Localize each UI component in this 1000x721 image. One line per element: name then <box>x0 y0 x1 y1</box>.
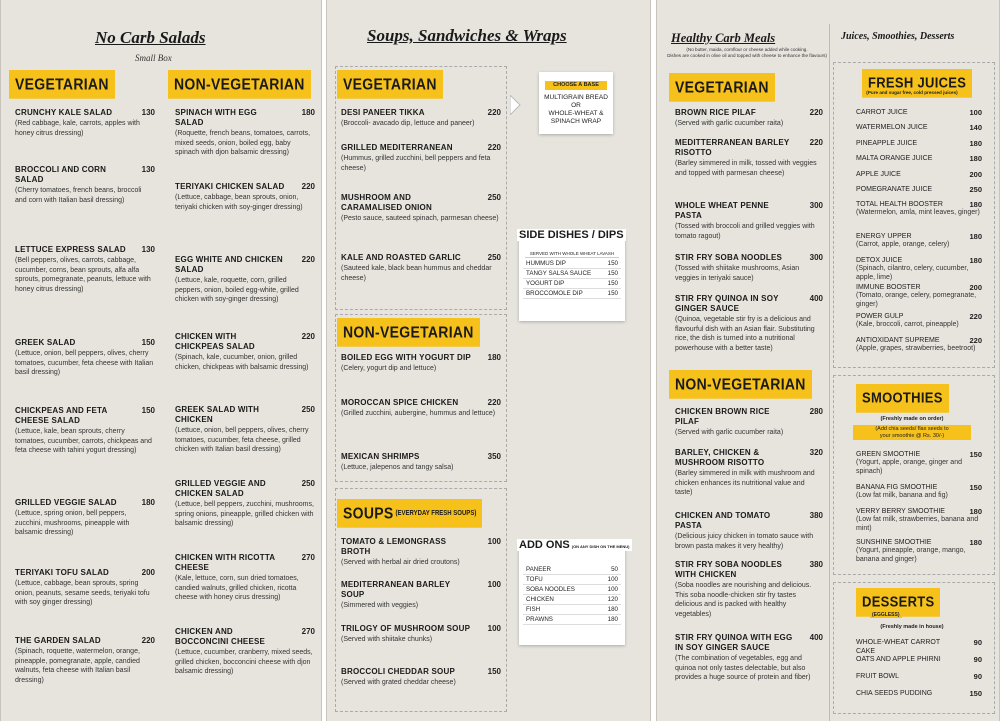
item-name: STIR FRY SOBA NOODLES WITH CHICKEN <box>675 560 783 579</box>
item-price: 220 <box>969 336 982 345</box>
item-description: (Tossed with broccoli and grilled veggies with tomato ragout) <box>675 223 815 240</box>
item-name: MOROCCAN SPICE CHICKEN <box>341 398 459 407</box>
drink-item <box>856 108 982 117</box>
row-price: 150 <box>603 269 621 279</box>
item-description: (Broccoli- avacado dip, lettuce and paneer) <box>341 120 475 127</box>
menu-item <box>341 667 501 688</box>
item-name: POWER GULP <box>856 313 904 320</box>
item-description: (Spinach, cilantro, celery, cucumber, apple, lime) <box>856 265 969 281</box>
item-price: 130 <box>141 165 155 174</box>
section-note-line: Dishes are cooked in olive oil and topped with cheese to enhance the flavours) <box>667 53 827 58</box>
item-name: GRILLED VEGGIE SALAD <box>15 498 117 507</box>
item-price: 150 <box>969 483 982 492</box>
item-name: DETOX JUICE <box>856 257 903 264</box>
item-description: (Grilled zucchini, aubergine, hummus and lettuce) <box>341 410 496 417</box>
item-price: 220 <box>301 255 315 264</box>
item-price: 380 <box>809 511 823 520</box>
item-name: MEDITERRANEAN BARLEY SOUP <box>341 580 451 599</box>
item-description: (Yogurt, apple, orange, ginger and spinach) <box>856 459 962 475</box>
item-name: POMEGRANATE JUICE <box>856 186 933 193</box>
item-price: 380 <box>809 560 823 569</box>
add-ons-box <box>519 539 630 645</box>
item-name: MUSHROOM AND CARAMALISED ONION <box>341 193 432 212</box>
item-name: TERIYAKI TOFU SALAD <box>15 568 110 577</box>
table-row <box>523 279 621 289</box>
item-description: (Carrot, apple, orange, celery) <box>856 241 950 248</box>
row-price: 150 <box>603 259 621 269</box>
item-description: (Tomato, orange, celery, pomegranate, ginger) <box>856 292 977 308</box>
drink-item <box>856 655 982 664</box>
item-description: (Sauteed kale, black bean hummus and cheddar cheese) <box>341 265 492 282</box>
item-name: KALE AND ROASTED GARLIC <box>341 253 461 262</box>
item-price: 250 <box>487 193 501 202</box>
item-name: BROWN RICE PILAF <box>675 108 756 117</box>
item-price: 220 <box>969 312 982 321</box>
item-name: BARLEY, CHICKEN & MUSHROOM RISOTTO <box>675 448 765 467</box>
item-description: (Lettuce, onion, bell peppers, olives, cherry tomatoes, cucumber, feta cheese with Italian basil dressing) <box>15 350 154 377</box>
menu-item <box>675 448 823 498</box>
desserts-label: DESSERTS <box>862 592 935 610</box>
item-name: TOMATO & LEMONGRASS BROTH <box>341 537 447 556</box>
menu-item <box>341 193 501 224</box>
item-price: 220 <box>809 108 823 117</box>
menu-item <box>675 253 823 283</box>
row-name: TOFU <box>523 575 599 585</box>
item-price: 220 <box>301 182 315 191</box>
drink-item <box>856 450 982 476</box>
item-price: 180 <box>487 353 501 362</box>
menu-item <box>175 479 315 529</box>
tag-line: (Add chia seeds/ flax seeds to <box>875 426 949 432</box>
menu-item <box>675 560 823 619</box>
item-name: THE GARDEN SALAD <box>15 636 101 645</box>
item-price: 200 <box>141 568 155 577</box>
side-dishes-note: SERVED WITH WHOLE WHEAT LAVASH <box>525 251 619 258</box>
menu-item <box>15 108 155 138</box>
item-name: FRUIT BOWL <box>856 673 900 680</box>
drink-item <box>856 200 982 218</box>
item-name: GREEN SMOOTHIE <box>856 451 921 458</box>
table-row <box>523 289 621 299</box>
item-description: (Barley simmered in milk with mushroom and chicken enhances its nutritional value and taste) <box>675 470 815 497</box>
juices-note: (Pure and sugar free, cold pressed juices) <box>866 90 958 95</box>
item-price: 100 <box>487 537 501 546</box>
item-description: (Low fat milk, banana and fig) <box>856 492 948 499</box>
item-price: 90 <box>973 638 982 647</box>
arrow-pointer-icon <box>510 95 524 115</box>
menu-item <box>675 108 823 129</box>
item-name: BROCCOLI CHEDDAR SOUP <box>341 667 455 676</box>
menu-item <box>675 407 823 438</box>
add-ons-note: (ON ANY DISH ON THE MENU) <box>571 544 630 549</box>
item-price: 180 <box>969 139 982 148</box>
menu-item <box>15 406 155 456</box>
menu-item <box>341 624 501 645</box>
row-name: CHICKEN <box>523 595 599 605</box>
menu-item <box>341 108 501 129</box>
table-row <box>523 595 621 605</box>
item-name: BROCCOLI AND CORN SALAD <box>15 165 107 184</box>
row-name: SOBA NOODLES <box>523 585 599 595</box>
item-price: 130 <box>141 245 155 254</box>
item-name: BOILED EGG WITH YOGURT DIP <box>341 353 471 362</box>
soups-banner <box>337 499 482 528</box>
row-price: 100 <box>599 575 621 585</box>
item-price: 220 <box>809 138 823 147</box>
item-description: (Lettuce, kale, bean sprouts, cherry tomatoes, cucumber, carrots, chickpeas and feta cheese with tahini yogurt dressing) <box>15 428 152 455</box>
item-description: (Kale, lettuce, corn, sun dried tomatoes, candied walnuts, grilled chicken, ricotta cheese with honey cirus dressing) <box>175 575 299 602</box>
item-description: (Simmered with veggies) <box>341 602 419 609</box>
item-price: 180 <box>301 108 315 117</box>
item-description: (Roquette, french beans, tomatoes, carrots, mixed seeds, onion, boiled egg, baby spinach with djon balsamic dressing) <box>175 130 311 157</box>
item-name: WHOLE-WHEAT CARROT CAKE <box>856 639 941 655</box>
smoothies-note: (Freshly made on order) <box>880 416 944 422</box>
row-price: 120 <box>599 595 621 605</box>
item-description: (Celery, yogurt dip and lettuce) <box>341 365 437 372</box>
row-name: YOGURT DIP <box>523 279 603 289</box>
row-price: 180 <box>599 605 621 615</box>
item-name: STIR FRY SOBA NOODLES <box>675 253 783 262</box>
vegetarian-banner: VEGETARIAN <box>9 70 115 99</box>
section-note <box>667 47 827 59</box>
item-price: 150 <box>141 338 155 347</box>
item-price: 180 <box>141 498 155 507</box>
drink-item <box>856 312 982 330</box>
item-description: (Lettuce, cabbage, bean sprouts, spring onion, peanuts, sesame seeds, teriyaki tofu with soy ginger dressing) <box>15 580 150 607</box>
table-row <box>523 269 621 279</box>
menu-item <box>341 253 501 283</box>
item-name: GRILLED VEGGIE AND CHICKEN SALAD <box>175 479 266 498</box>
item-description: (Pesto sauce, sauteed spinach, parmesan cheese) <box>341 215 499 222</box>
drink-item <box>856 336 982 354</box>
row-name: FISH <box>523 605 599 615</box>
section-title: Soups, Sandwiches & Wraps <box>367 26 567 45</box>
smoothies-banner: SMOOTHIES <box>856 384 949 413</box>
item-name: PINEAPPLE JUICE <box>856 140 918 147</box>
section-title: No Carb Salads <box>95 28 206 47</box>
menu-item <box>175 108 315 158</box>
row-price: 100 <box>599 585 621 595</box>
item-price: 150 <box>141 406 155 415</box>
row-price: 150 <box>603 289 621 299</box>
item-price: 320 <box>809 448 823 457</box>
item-name: BANANA FIG SMOOTHIE <box>856 484 938 491</box>
table-row <box>523 605 621 615</box>
drink-item <box>856 483 982 501</box>
item-price: 250 <box>301 405 315 414</box>
side-dishes-box <box>519 229 625 321</box>
item-name: GREEK SALAD <box>15 338 76 347</box>
item-name: IMMUNE BOOSTER <box>856 284 921 291</box>
item-price: 100 <box>487 580 501 589</box>
side-dishes-head: SIDE DISHES / DIPS <box>519 229 624 241</box>
menu-item <box>175 182 315 212</box>
item-name: CHICKPEAS AND FETA CHEESE SALAD <box>15 406 108 425</box>
item-price: 300 <box>809 253 823 262</box>
table-row <box>523 259 621 269</box>
table-row <box>523 575 621 585</box>
item-name: SUNSHINE SMOOTHIE <box>856 539 932 546</box>
item-name: MEXICAN SHRIMPS <box>341 452 420 461</box>
item-name: MEDITTERRANEAN BARLEY RISOTTO <box>675 138 790 157</box>
item-price: 200 <box>969 283 982 292</box>
item-description: (Barley simmered in milk, tossed with veggies and topped with parmesan cheese) <box>675 160 817 177</box>
item-description: (Apple, grapes, strawberries, beetroot) <box>856 345 976 352</box>
section-title: Healthy Carb Meals <box>671 31 776 45</box>
item-description: (Lettuce, kale, roquette, corn, grilled peppers, onion, boiled egg-white, grilled chicken with soy-ginger dressing) <box>175 277 299 304</box>
drink-item <box>856 170 982 179</box>
item-price: 90 <box>973 655 982 664</box>
item-price: 250 <box>969 185 982 194</box>
item-price: 220 <box>487 143 501 152</box>
item-price: 180 <box>969 200 982 209</box>
item-price: 150 <box>487 667 501 676</box>
row-price: 50 <box>599 565 621 575</box>
section-note-line: (No butter, maida, cornflour or cheese added while cooking. <box>686 47 808 52</box>
row-name: PRAWNS <box>523 615 599 625</box>
item-price: 220 <box>141 636 155 645</box>
section-subtitle: Small Box <box>135 53 172 63</box>
item-price: 180 <box>969 538 982 547</box>
side-dishes-table <box>523 259 621 299</box>
item-price: 350 <box>487 452 501 461</box>
desserts-note: (Freshly made in house) <box>880 624 944 630</box>
base-option: SPINACH WRAP <box>550 118 602 125</box>
drink-item <box>856 672 982 681</box>
item-description: (Served with grated cheddar cheese) <box>341 679 456 686</box>
item-name: CHICKEN WITH RICOTTA CHEESE <box>175 553 275 572</box>
base-or: OR <box>571 102 581 109</box>
item-description: (Lettuce, cucumber, cranberry, mixed seeds, grilled chicken, bocconcini cheese with djon balsamic dressing) <box>175 649 313 676</box>
item-name: SPINACH WITH EGG SALAD <box>175 108 257 127</box>
item-price: 180 <box>969 507 982 516</box>
menu-item <box>341 398 501 419</box>
menu-item <box>341 353 501 374</box>
item-description: (Lettuce, jalepenos and tangy salsa) <box>341 464 454 471</box>
item-description: (Spinach, kale, cucumber, onion, grilled chicken, chickpeas with balsamic dressing) <box>175 354 309 371</box>
panel-soups-sandwiches-wraps <box>326 0 651 721</box>
menu-item <box>15 338 155 378</box>
add-ons-head <box>517 539 632 551</box>
desserts-sub: (EGGLESS) <box>872 612 900 618</box>
item-name: OATS AND APPLE PHIRNI <box>856 656 941 663</box>
drink-item <box>856 232 982 250</box>
menu-item <box>15 498 155 538</box>
base-option: WHOLE-WHEAT & <box>548 110 604 117</box>
item-description: (Bell peppers, olives, carrots, cabbage, cucumber, corns, bean sprouts, alfa alfa sprouts, pomegranate, peanuts, lettuce with honey citrus dressing) <box>15 257 151 293</box>
drink-item <box>856 538 982 564</box>
item-price: 180 <box>969 154 982 163</box>
tag-line: your smoothie @ Rs. 30/-) <box>879 432 945 439</box>
item-price: 270 <box>301 553 315 562</box>
menu-item <box>175 332 315 372</box>
fresh-juices-banner: FRESH JUICES <box>862 69 972 98</box>
item-price: 100 <box>969 108 982 117</box>
non-vegetarian-banner: NON-VEGETARIAN <box>669 370 812 399</box>
item-name: VERRY BERRY SMOOTHIE <box>856 508 945 515</box>
item-description: (Lettuce, spring onion, bell peppers, zucchini, mushrooms, pineapple with balsamic dressing) <box>15 510 130 537</box>
menu-item <box>175 553 315 603</box>
menu-item <box>175 255 315 305</box>
item-description: (Yogurt, pineapple, orange, mango, banana and ginger) <box>856 547 966 563</box>
item-name: CHICKEN AND TOMATO PASTA <box>675 511 771 530</box>
item-price: 140 <box>969 123 982 132</box>
item-name: APPLE JUICE <box>856 171 901 178</box>
item-description: (Hummus, grilled zucchini, bell peppers and feta cheese) <box>341 155 491 172</box>
non-vegetarian-banner: NON-VEGETARIAN <box>337 318 480 347</box>
add-ons-label: ADD ONS <box>519 539 570 551</box>
item-description: (Spinach, roquette, watermelon, orange, pineapple, pomegranate, apple, candied walnuts, feta cheese with Italian basil dressing) <box>15 648 140 684</box>
table-row <box>523 565 621 575</box>
drink-item <box>856 689 982 698</box>
add-ons-table <box>523 565 621 625</box>
item-price: 220 <box>487 108 501 117</box>
item-name: LETTUCE EXPRESS SALAD <box>15 245 126 254</box>
item-name: CARROT JUICE <box>856 109 908 116</box>
vegetarian-banner: VEGETARIAN <box>669 73 775 102</box>
item-price: 150 <box>969 450 982 459</box>
table-row <box>523 585 621 595</box>
menu-item <box>15 245 155 294</box>
item-description: (Soba noodles are nourishing and delicious. This soba noodle-chicken stir fry tastes delicious and is packed with healthy vegetables) <box>675 582 812 618</box>
item-description: (Served with shiitake chunks) <box>341 636 433 643</box>
drink-item <box>856 256 982 282</box>
item-description: (Served with garlic cucumber raita) <box>675 429 784 436</box>
row-name: PANEER <box>523 565 599 575</box>
item-price: 270 <box>301 627 315 636</box>
item-price: 130 <box>141 108 155 117</box>
drink-item <box>856 507 982 533</box>
drinks-title: Juices, Smoothies, Desserts <box>841 31 955 42</box>
item-description: (Cherry tomatoes, french beans, broccoli and corn with Italian basil dressing) <box>15 187 142 204</box>
item-price: 150 <box>969 689 982 698</box>
item-description: (Low fat milk, strawberries, banana and mint) <box>856 516 979 532</box>
item-name: TRILOGY OF MUSHROOM SOUP <box>341 624 471 633</box>
smoothies-addon-tag <box>853 425 971 440</box>
column-divider <box>829 24 830 721</box>
menu-item <box>675 294 823 353</box>
soups-sub: (EVERYDAY FRESH SOUPS) <box>395 510 477 518</box>
row-name: BROCCOMOLE DIP <box>523 289 603 299</box>
item-description: (Lettuce, cabbage, bean sprouts, onion, teriyaki chicken with soy-ginger dressing) <box>175 194 303 211</box>
item-name: TOTAL HEALTH BOOSTER <box>856 201 943 208</box>
panel-no-carb-salads <box>0 0 322 721</box>
item-price: 100 <box>487 624 501 633</box>
item-description: (Delicious juicy chicken in tomato sauce with brown pasta makes it very healthy) <box>675 533 814 550</box>
item-description: (Lettuce, onion, bell peppers, olives, cherry tomatoes, cucumber, feta cheese, grilled chicken with Italian basil dressing) <box>175 427 309 454</box>
item-name: CHICKEN AND BOCCONCINI CHEESE <box>175 627 266 646</box>
item-price: 280 <box>809 407 823 416</box>
item-price: 220 <box>487 398 501 407</box>
menu-item <box>15 636 155 685</box>
item-name: WHOLE WHEAT PENNE PASTA <box>675 201 769 220</box>
item-price: 250 <box>301 479 315 488</box>
item-description: (Quinoa, vegetable stir fry is a delicious and flavourful dish with an Asian flair. Substituting rice, the dish is turned into a nutritional powerhouse with a better taste) <box>675 316 815 352</box>
menu-item <box>15 165 155 205</box>
menu-item <box>341 580 501 611</box>
item-price: 300 <box>809 201 823 210</box>
item-name: STIR FRY QUINOA WITH EGG IN SOY GINGER SAUCE <box>675 633 793 652</box>
menu-item <box>341 143 501 173</box>
item-price: 180 <box>969 256 982 265</box>
soups-label: SOUPS <box>343 503 394 522</box>
choose-base-head: CHOOSE A BASE <box>545 81 607 90</box>
item-name: GRILLED MEDITERRANEAN <box>341 143 453 152</box>
row-price: 150 <box>603 279 621 289</box>
item-price: 220 <box>301 332 315 341</box>
base-option: MULTIGRAIN BREAD <box>544 94 608 101</box>
item-description: (Kale, broccoli, carrot, pineapple) <box>856 321 959 328</box>
non-vegetarian-banner: NON-VEGETARIAN <box>168 70 311 99</box>
item-name: CHICKEN BROWN RICE PILAF <box>675 407 770 426</box>
menu-item <box>15 568 155 608</box>
item-name: CHIA SEEDS PUDDING <box>856 690 933 697</box>
menu-item <box>675 511 823 551</box>
item-name: ENERGY UPPER <box>856 233 912 240</box>
drink-item <box>856 638 982 656</box>
item-name: CHICKEN WITH CHICKPEAS SALAD <box>175 332 255 351</box>
item-price: 250 <box>487 253 501 262</box>
choose-base-box <box>539 72 613 134</box>
item-price: 400 <box>809 633 823 642</box>
drink-item <box>856 283 982 309</box>
item-description: (The combination of vegetables, egg and quinoa not only tastes delectable, but also provides a huge source of protein and fiber) <box>675 655 811 682</box>
item-description: (Served with garlic cucumber raita) <box>675 120 784 127</box>
table-row <box>523 615 621 625</box>
menu-item <box>675 201 823 241</box>
item-description: (Red cabbage, kale, carrots, apples with honey citrus dressing) <box>15 120 140 137</box>
item-name: MALTA ORANGE JUICE <box>856 155 933 162</box>
menu-item <box>341 537 501 568</box>
menu-item <box>341 452 501 473</box>
row-name: HUMMUS DIP <box>523 259 603 269</box>
item-price: 180 <box>969 232 982 241</box>
vegetarian-banner: VEGETARIAN <box>337 70 443 99</box>
drink-item <box>856 154 982 163</box>
drink-item <box>856 123 982 132</box>
item-name: EGG WHITE AND CHICKEN SALAD <box>175 255 283 274</box>
menu-item <box>175 627 315 677</box>
drink-item <box>856 139 982 148</box>
menu-item <box>175 405 315 455</box>
item-price: 90 <box>973 672 982 681</box>
item-name: TERIYAKI CHICKEN SALAD <box>175 182 285 191</box>
row-name: TANGY SALSA SAUCE <box>523 269 603 279</box>
item-description: (Tossed with shiitake mushrooms, Asian veggies in teriyaki sauce) <box>675 265 800 282</box>
item-name: ANTIOXIDANT SUPREME <box>856 337 940 344</box>
item-name: DESI PANEER TIKKA <box>341 108 425 117</box>
item-price: 400 <box>809 294 823 303</box>
item-name: GREEK SALAD WITH CHICKEN <box>175 405 260 424</box>
menu-item <box>675 633 823 683</box>
item-name: CRUNCHY KALE SALAD <box>15 108 113 117</box>
panel-healthy-carb-and-drinks <box>656 0 1000 721</box>
row-price: 180 <box>599 615 621 625</box>
menu-item <box>675 138 823 178</box>
item-price: 200 <box>969 170 982 179</box>
item-name: WATERMELON JUICE <box>856 124 928 131</box>
drink-item <box>856 185 982 194</box>
item-description: (Served with herbal air dried croutons) <box>341 559 460 566</box>
item-name: STIR FRY QUINOA IN SOY GINGER SAUCE <box>675 294 779 313</box>
item-description: (Watermelon, amla, mint leaves, ginger) <box>856 209 980 216</box>
item-description: (Lettuce, bell peppers, zucchini, mushrooms, spring onions, pineapple, grilled chicken with balsamic dressing) <box>175 501 314 528</box>
